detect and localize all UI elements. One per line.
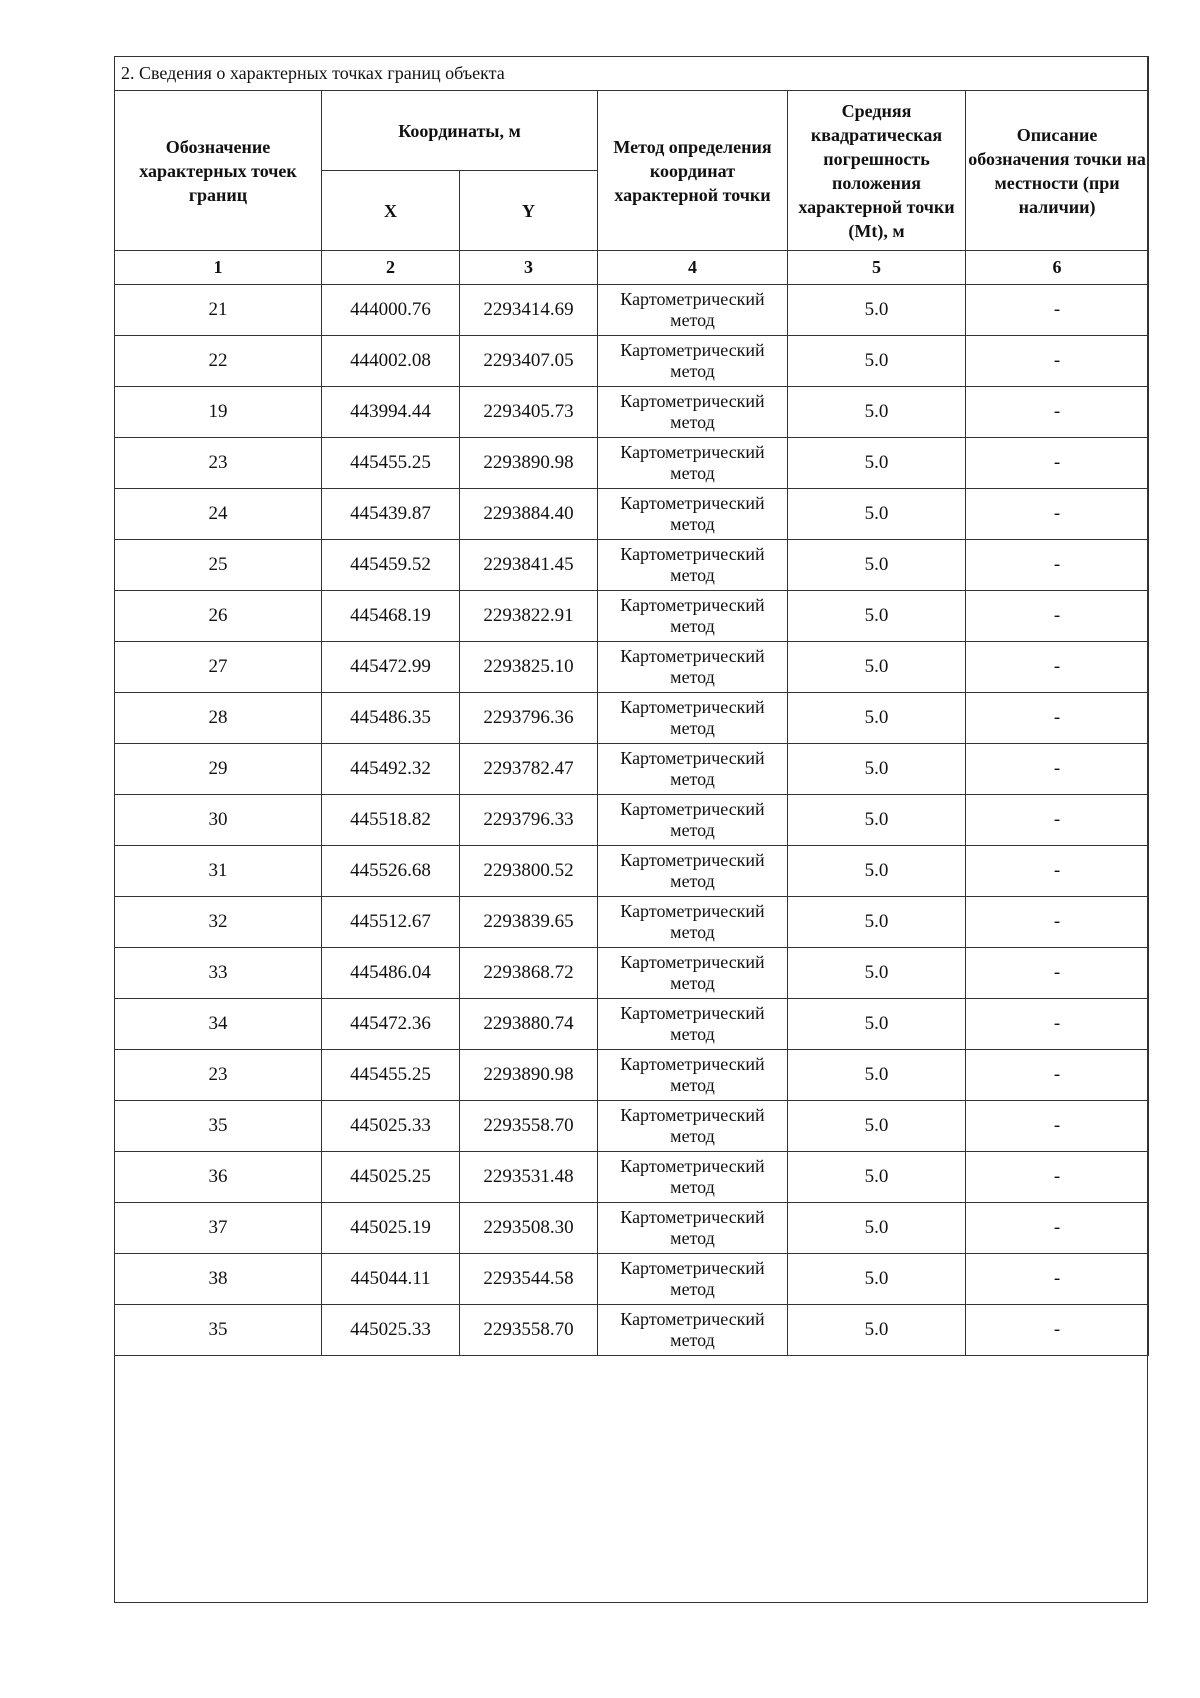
method-cell: Картометрический метод xyxy=(598,693,788,744)
x-coordinate-cell: 445025.33 xyxy=(322,1305,460,1356)
accuracy-cell: 5.0 xyxy=(788,387,966,438)
point-number-cell: 19 xyxy=(115,387,322,438)
column-number: 4 xyxy=(598,251,788,285)
y-coordinate-cell: 2293868.72 xyxy=(460,948,598,999)
x-coordinate-cell: 444000.76 xyxy=(322,285,460,336)
description-cell: - xyxy=(966,387,1149,438)
x-coordinate-cell: 445455.25 xyxy=(322,438,460,489)
method-cell: Картометрический метод xyxy=(598,1152,788,1203)
point-number-cell: 36 xyxy=(115,1152,322,1203)
x-coordinate-cell: 445492.32 xyxy=(322,744,460,795)
description-cell: - xyxy=(966,744,1149,795)
table-row xyxy=(115,693,1149,744)
y-coordinate-cell: 2293800.52 xyxy=(460,846,598,897)
point-number-cell: 25 xyxy=(115,540,322,591)
section-title: 2. Сведения о характерных точках границ объекта xyxy=(115,57,1149,91)
table-row xyxy=(115,897,1149,948)
x-coordinate-cell: 445025.33 xyxy=(322,1101,460,1152)
point-number-cell: 38 xyxy=(115,1254,322,1305)
method-cell: Картометрический метод xyxy=(598,489,788,540)
point-number-cell: 27 xyxy=(115,642,322,693)
point-number-cell: 28 xyxy=(115,693,322,744)
description-cell: - xyxy=(966,540,1149,591)
accuracy-cell: 5.0 xyxy=(788,897,966,948)
table-row xyxy=(115,1305,1149,1356)
y-coordinate-cell: 2293558.70 xyxy=(460,1101,598,1152)
point-number-cell: 31 xyxy=(115,846,322,897)
method-cell: Картометрический метод xyxy=(598,1203,788,1254)
y-coordinate-cell: 2293414.69 xyxy=(460,285,598,336)
description-cell: - xyxy=(966,999,1149,1050)
header-method: Метод определения координат характерной точки xyxy=(598,91,788,251)
y-coordinate-cell: 2293884.40 xyxy=(460,489,598,540)
point-number-cell: 34 xyxy=(115,999,322,1050)
accuracy-cell: 5.0 xyxy=(788,336,966,387)
method-cell: Картометрический метод xyxy=(598,540,788,591)
x-coordinate-cell: 445439.87 xyxy=(322,489,460,540)
method-cell: Картометрический метод xyxy=(598,948,788,999)
y-coordinate-cell: 2293508.30 xyxy=(460,1203,598,1254)
table-row xyxy=(115,846,1149,897)
x-coordinate-cell: 445472.99 xyxy=(322,642,460,693)
point-number-cell: 30 xyxy=(115,795,322,846)
accuracy-cell: 5.0 xyxy=(788,1254,966,1305)
point-number-cell: 29 xyxy=(115,744,322,795)
description-cell: - xyxy=(966,795,1149,846)
column-number-row xyxy=(115,251,1149,285)
column-number: 1 xyxy=(115,251,322,285)
point-number-cell: 23 xyxy=(115,438,322,489)
point-number-cell: 33 xyxy=(115,948,322,999)
table-row xyxy=(115,591,1149,642)
x-coordinate-cell: 445025.25 xyxy=(322,1152,460,1203)
accuracy-cell: 5.0 xyxy=(788,591,966,642)
y-coordinate-cell: 2293841.45 xyxy=(460,540,598,591)
method-cell: Картометрический метод xyxy=(598,1254,788,1305)
column-number: 6 xyxy=(966,251,1149,285)
accuracy-cell: 5.0 xyxy=(788,1050,966,1101)
point-number-cell: 24 xyxy=(115,489,322,540)
description-cell: - xyxy=(966,948,1149,999)
y-coordinate-cell: 2293796.36 xyxy=(460,693,598,744)
x-coordinate-cell: 444002.08 xyxy=(322,336,460,387)
description-cell: - xyxy=(966,897,1149,948)
point-number-cell: 22 xyxy=(115,336,322,387)
method-cell: Картометрический метод xyxy=(598,642,788,693)
x-coordinate-cell: 445455.25 xyxy=(322,1050,460,1101)
boundary-points-table xyxy=(114,56,1149,1356)
table-row xyxy=(115,1152,1149,1203)
x-coordinate-cell: 445472.36 xyxy=(322,999,460,1050)
x-coordinate-cell: 445044.11 xyxy=(322,1254,460,1305)
y-coordinate-cell: 2293890.98 xyxy=(460,438,598,489)
header-error: Средняя квадратическая погрешность положения характерной точки (Mt), м xyxy=(788,91,966,251)
y-coordinate-cell: 2293405.73 xyxy=(460,387,598,438)
description-cell: - xyxy=(966,1203,1149,1254)
table-row xyxy=(115,438,1149,489)
accuracy-cell: 5.0 xyxy=(788,489,966,540)
x-coordinate-cell: 445526.68 xyxy=(322,846,460,897)
table-row xyxy=(115,1050,1149,1101)
method-cell: Картометрический метод xyxy=(598,438,788,489)
table-row xyxy=(115,1254,1149,1305)
y-coordinate-cell: 2293531.48 xyxy=(460,1152,598,1203)
description-cell: - xyxy=(966,1254,1149,1305)
table-row xyxy=(115,744,1149,795)
description-cell: - xyxy=(966,591,1149,642)
description-cell: - xyxy=(966,336,1149,387)
x-coordinate-cell: 445518.82 xyxy=(322,795,460,846)
table-row xyxy=(115,1101,1149,1152)
table-row xyxy=(115,540,1149,591)
y-coordinate-cell: 2293558.70 xyxy=(460,1305,598,1356)
table-row xyxy=(115,387,1149,438)
accuracy-cell: 5.0 xyxy=(788,1152,966,1203)
header-y: Y xyxy=(460,171,598,251)
accuracy-cell: 5.0 xyxy=(788,846,966,897)
y-coordinate-cell: 2293796.33 xyxy=(460,795,598,846)
y-coordinate-cell: 2293825.10 xyxy=(460,642,598,693)
method-cell: Картометрический метод xyxy=(598,1050,788,1101)
y-coordinate-cell: 2293880.74 xyxy=(460,999,598,1050)
description-cell: - xyxy=(966,846,1149,897)
point-number-cell: 21 xyxy=(115,285,322,336)
header-x: X xyxy=(322,171,460,251)
accuracy-cell: 5.0 xyxy=(788,540,966,591)
column-number: 3 xyxy=(460,251,598,285)
x-coordinate-cell: 445468.19 xyxy=(322,591,460,642)
method-cell: Картометрический метод xyxy=(598,846,788,897)
point-number-cell: 35 xyxy=(115,1101,322,1152)
method-cell: Картометрический метод xyxy=(598,1305,788,1356)
table-row xyxy=(115,1203,1149,1254)
point-number-cell: 23 xyxy=(115,1050,322,1101)
y-coordinate-cell: 2293782.47 xyxy=(460,744,598,795)
y-coordinate-cell: 2293407.05 xyxy=(460,336,598,387)
x-coordinate-cell: 445486.04 xyxy=(322,948,460,999)
description-cell: - xyxy=(966,1101,1149,1152)
x-coordinate-cell: 443994.44 xyxy=(322,387,460,438)
accuracy-cell: 5.0 xyxy=(788,1101,966,1152)
accuracy-cell: 5.0 xyxy=(788,438,966,489)
method-cell: Картометрический метод xyxy=(598,591,788,642)
column-number: 2 xyxy=(322,251,460,285)
accuracy-cell: 5.0 xyxy=(788,744,966,795)
accuracy-cell: 5.0 xyxy=(788,1203,966,1254)
method-cell: Картометрический метод xyxy=(598,795,788,846)
point-number-cell: 35 xyxy=(115,1305,322,1356)
description-cell: - xyxy=(966,1050,1149,1101)
table-row xyxy=(115,285,1149,336)
description-cell: - xyxy=(966,438,1149,489)
method-cell: Картометрический метод xyxy=(598,387,788,438)
x-coordinate-cell: 445459.52 xyxy=(322,540,460,591)
method-cell: Картометрический метод xyxy=(598,285,788,336)
method-cell: Картометрический метод xyxy=(598,897,788,948)
accuracy-cell: 5.0 xyxy=(788,285,966,336)
column-number: 5 xyxy=(788,251,966,285)
point-number-cell: 26 xyxy=(115,591,322,642)
method-cell: Картометрический метод xyxy=(598,999,788,1050)
y-coordinate-cell: 2293544.58 xyxy=(460,1254,598,1305)
table-row xyxy=(115,336,1149,387)
header-coordinates: Координаты, м xyxy=(322,91,598,171)
x-coordinate-cell: 445512.67 xyxy=(322,897,460,948)
description-cell: - xyxy=(966,1152,1149,1203)
description-cell: - xyxy=(966,693,1149,744)
point-number-cell: 32 xyxy=(115,897,322,948)
accuracy-cell: 5.0 xyxy=(788,642,966,693)
description-cell: - xyxy=(966,1305,1149,1356)
accuracy-cell: 5.0 xyxy=(788,948,966,999)
description-cell: - xyxy=(966,489,1149,540)
table-row xyxy=(115,795,1149,846)
method-cell: Картометрический метод xyxy=(598,336,788,387)
table-row xyxy=(115,948,1149,999)
header-designation: Обозначение характерных точек границ xyxy=(115,91,322,251)
header-description: Описание обозначения точки на местности (при наличии) xyxy=(966,91,1149,251)
table-row xyxy=(115,642,1149,693)
y-coordinate-cell: 2293822.91 xyxy=(460,591,598,642)
x-coordinate-cell: 445025.19 xyxy=(322,1203,460,1254)
method-cell: Картометрический метод xyxy=(598,744,788,795)
method-cell: Картометрический метод xyxy=(598,1101,788,1152)
table-row xyxy=(115,999,1149,1050)
description-cell: - xyxy=(966,285,1149,336)
accuracy-cell: 5.0 xyxy=(788,999,966,1050)
x-coordinate-cell: 445486.35 xyxy=(322,693,460,744)
accuracy-cell: 5.0 xyxy=(788,1305,966,1356)
description-cell: - xyxy=(966,642,1149,693)
y-coordinate-cell: 2293839.65 xyxy=(460,897,598,948)
point-number-cell: 37 xyxy=(115,1203,322,1254)
y-coordinate-cell: 2293890.98 xyxy=(460,1050,598,1101)
accuracy-cell: 5.0 xyxy=(788,693,966,744)
points-table-body xyxy=(115,285,1149,1356)
accuracy-cell: 5.0 xyxy=(788,795,966,846)
table-row xyxy=(115,489,1149,540)
